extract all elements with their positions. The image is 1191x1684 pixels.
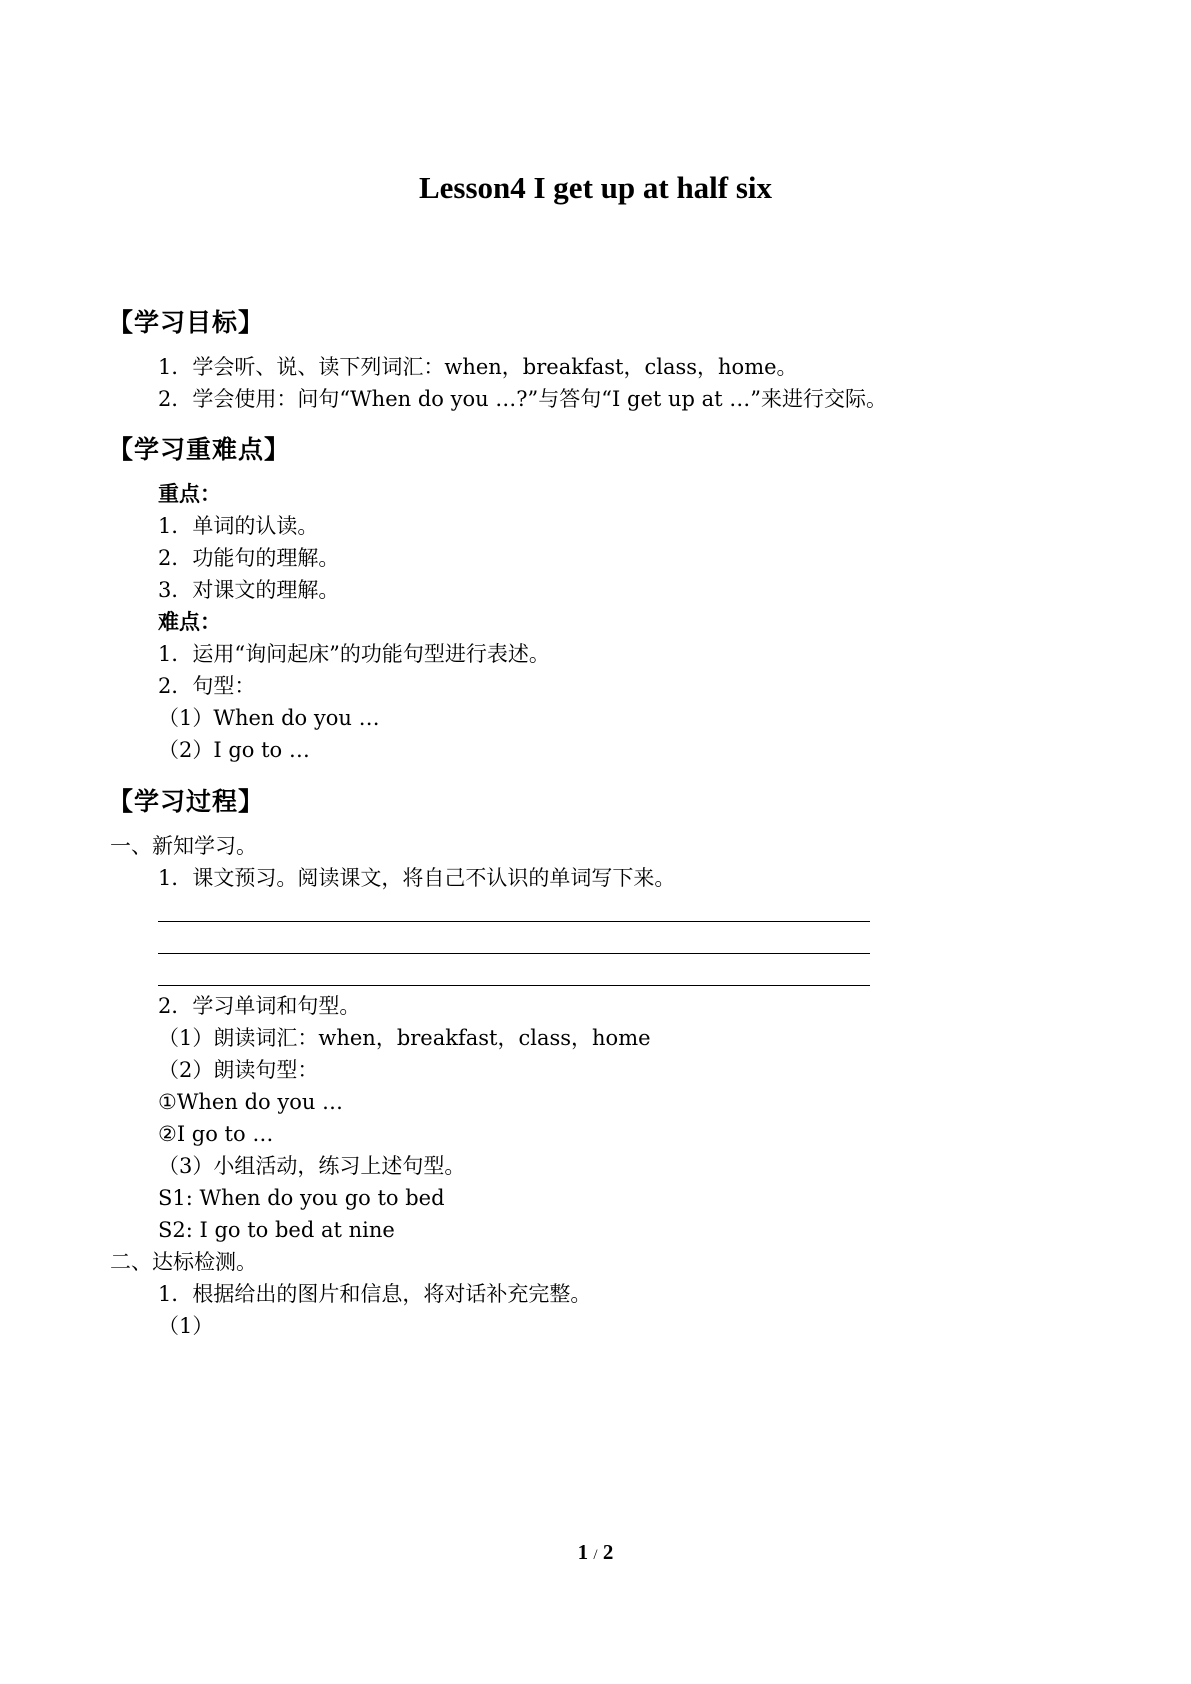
part2-title: 二、达标检测。 [110, 1250, 257, 1274]
part1-sub-2: （2）朗读句型： [158, 1058, 319, 1082]
part2-item-1: 1．根据给出的图片和信息，将对话补充完整。 [158, 1282, 592, 1306]
difficult-pattern-1: （1）When do you … [158, 706, 380, 730]
dialog-line-s1: S1: When do you go to bed [158, 1186, 445, 1210]
part1-item-2: 2．学习单词和句型。 [158, 994, 361, 1018]
section-heading-process: 【学习过程】 [108, 787, 265, 816]
page-number [0, 1540, 1191, 1565]
part1-item-1: 1．课文预习。阅读课文，将自己不认识的单词写下来。 [158, 866, 676, 890]
part1-sub-1: （1）朗读词汇：when，breakfast，class，home [158, 1026, 651, 1050]
answer-line-2[interactable] [158, 953, 870, 954]
key-label: 重点： [158, 481, 221, 506]
key-item-1: 1．单词的认读。 [158, 514, 319, 538]
dialog-line-s2: S2: I go to bed at nine [158, 1218, 395, 1242]
answer-line-1[interactable] [158, 921, 870, 922]
part1-sub-3: （3）小组活动，练习上述句型。 [158, 1154, 466, 1178]
objective-item-2: 2．学会使用：问句“When do you …?”与答句“I get up at …”来进行交际。 [158, 387, 887, 411]
part2-sub-1: （1） [158, 1314, 214, 1338]
part1-title: 一、新知学习。 [110, 834, 257, 858]
difficult-item-1: 1．运用“询问起床”的功能句型进行表述。 [158, 642, 550, 666]
difficult-pattern-2: （2）I go to … [158, 738, 310, 762]
section-heading-objectives: 【学习目标】 [108, 308, 265, 337]
difficult-label: 难点： [158, 609, 221, 634]
page-separator: / [593, 1547, 598, 1563]
difficult-item-2: 2．句型： [158, 674, 256, 698]
key-item-3: 3．对课文的理解。 [158, 578, 340, 602]
objective-item-1: 1．学会听、说、读下列词汇：when，breakfast，class，home。 [158, 355, 798, 379]
page-title: Lesson4 I get up at half six [418, 170, 773, 205]
part1-pattern-2: ②I go to … [158, 1122, 274, 1146]
page-current: 1 [577, 1540, 589, 1564]
section-heading-key-points: 【学习重难点】 [108, 435, 291, 464]
part1-pattern-1: ①When do you … [158, 1090, 344, 1114]
answer-line-3[interactable] [158, 985, 870, 986]
key-item-2: 2．功能句的理解。 [158, 546, 340, 570]
page-total: 2 [602, 1540, 614, 1564]
